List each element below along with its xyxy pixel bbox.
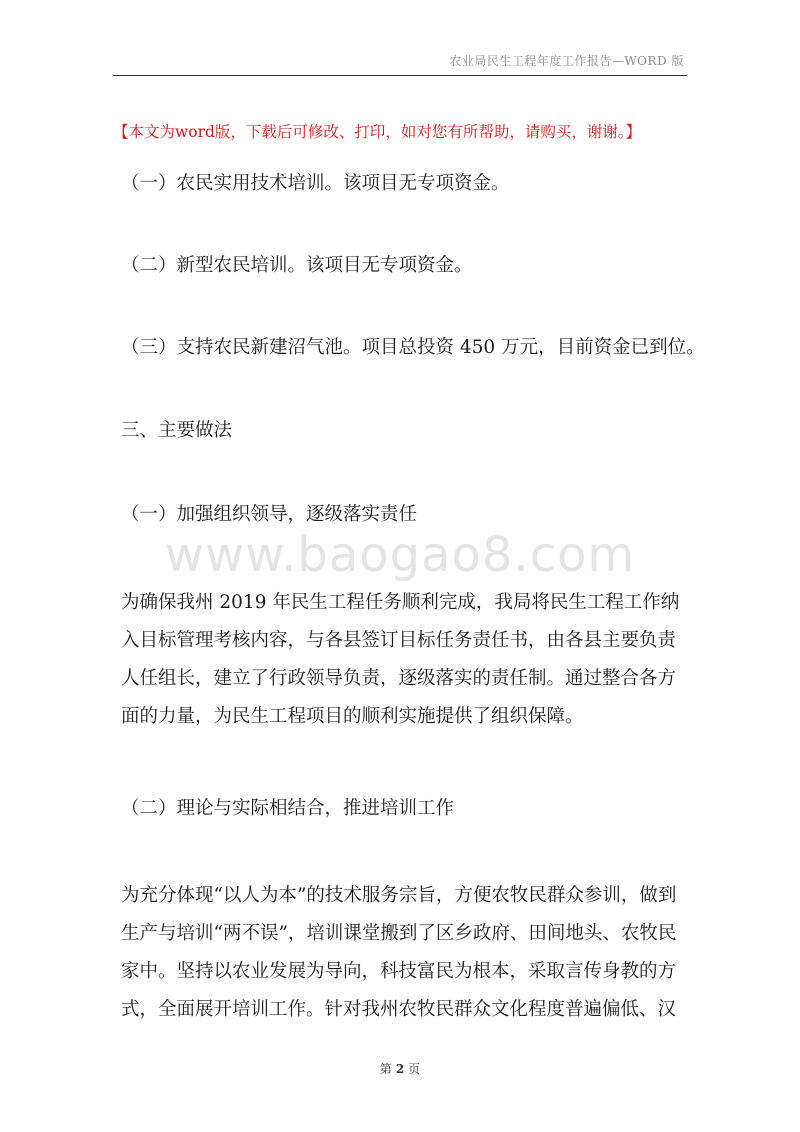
item-2: （二）新型农民培训。该项目无专项资金。 xyxy=(121,255,473,276)
header-rule xyxy=(113,75,687,76)
body-line: 面的力量，为民生工程项目的顺利实施提供了组织保障。 xyxy=(121,706,584,727)
body-line: 人任组长，建立了行政领导负责，逐级落实的责任制。通过整合各方 xyxy=(121,668,677,689)
footer-prefix: 第 xyxy=(379,1062,392,1076)
body-line: 为确保我州 2019 年民生工程任务顺利完成，我局将民生工程工作纳 xyxy=(121,592,680,613)
watermark: www.baogao8.com xyxy=(164,527,636,583)
page-footer xyxy=(0,1060,800,1077)
item-1: （一）农民实用技术培训。该项目无专项资金。 xyxy=(121,173,510,194)
body-line: 入目标管理考核内容，与各县签订目标任务责任书，由各县主要负责 xyxy=(121,630,677,651)
body-line: 家中。坚持以农业发展为导向，科技富民为根本，采取言传身教的方 xyxy=(121,961,677,982)
subsection-2-body xyxy=(121,877,691,1029)
body-line: 生产与培训“两不误”，培训课堂搬到了区乡政府、田间地头、农牧民 xyxy=(121,923,677,944)
footer-suffix: 页 xyxy=(408,1062,421,1076)
subsection-1-body xyxy=(121,584,691,736)
section-heading: 三、主要做法 xyxy=(121,420,233,441)
subsection-1-heading: （一）加强组织领导，逐级落实责任 xyxy=(121,504,418,525)
item-3: （三）支持农民新建沼气池。项目总投资 450 万元，目前资金已到位。 xyxy=(121,337,705,358)
body-line: 为充分体现“以人为本”的技术服务宗旨，方便农牧民群众参训，做到 xyxy=(121,885,677,906)
subsection-2-heading: （二）理论与实际相结合，推进培训工作 xyxy=(121,798,455,819)
body-line: 式，全面展开培训工作。针对我州农牧民群众文化程度普遍偏低、汉 xyxy=(121,999,677,1020)
purchase-notice: 【本文为word版，下载后可修改、打印，如对您有所帮助，请购买，谢谢。】 xyxy=(113,123,642,141)
page-number: 2 xyxy=(395,1062,405,1076)
running-header: 农业局民生工程年度工作报告—WORD 版 xyxy=(449,54,684,68)
